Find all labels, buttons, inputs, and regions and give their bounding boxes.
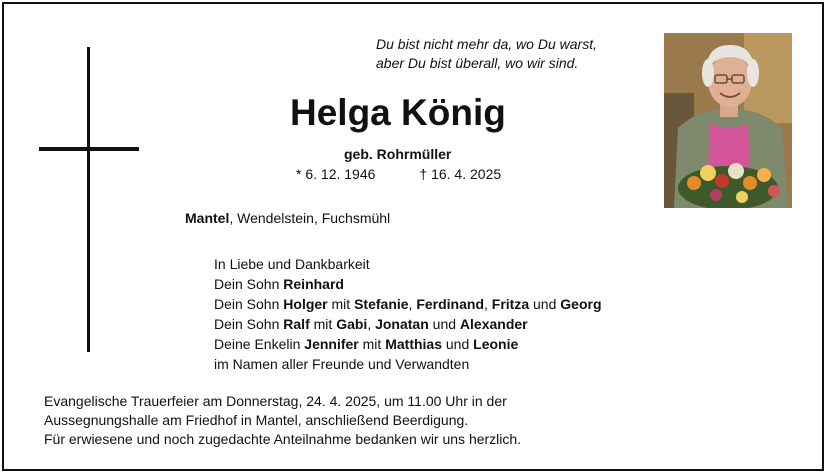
footer-line-3: Für erwiesene und noch zugedachte Anteilnahme bedanken wir uns herzlich. — [44, 431, 522, 447]
quote-line-2: aber Du bist überall, wo wir sind. — [376, 55, 579, 71]
birth-date: * 6. 12. 1946 — [296, 166, 376, 182]
text-segment: , — [367, 316, 376, 332]
place-main: Mantel — [185, 210, 230, 226]
family-member-name: Jonatan — [375, 316, 429, 332]
family-member-name: Stefanie — [354, 296, 409, 312]
text-segment: Dein Sohn — [214, 316, 284, 332]
cross-icon-vertical — [87, 47, 90, 352]
family-member-name: Ralf — [283, 316, 310, 332]
family-member-name: Holger — [283, 296, 328, 312]
life-dates — [296, 166, 501, 182]
quote-line-1: Du bist nicht mehr da, wo Du warst, — [376, 36, 597, 52]
family-member-name: Ferdinand — [416, 296, 484, 312]
birth-name: geb. Rohrmüller — [344, 146, 452, 162]
text-segment: und — [428, 316, 460, 332]
family-member-name: Leonie — [473, 336, 519, 352]
family-member-name: Fritza — [491, 296, 530, 312]
text-segment: Dein Sohn — [214, 296, 284, 312]
family-member-name: Alexander — [459, 316, 528, 332]
family-line-4 — [214, 314, 602, 334]
portrait-photo — [664, 33, 792, 208]
family-line-6: im Namen aller Freunde und Verwandten — [214, 356, 470, 372]
portrait-illustration — [664, 33, 792, 208]
text-segment: , — [484, 296, 492, 312]
text-segment: mit — [309, 316, 337, 332]
death-date: † 16. 4. 2025 — [419, 166, 502, 182]
text-segment: und — [529, 296, 561, 312]
deceased-name: Helga König — [290, 92, 506, 133]
family-line-3 — [214, 294, 602, 314]
family-member-name: Matthias — [385, 336, 442, 352]
family-line-2 — [214, 274, 602, 294]
family-member-name: Reinhard — [283, 276, 344, 292]
family-line-1: In Liebe und Dankbarkeit — [214, 256, 370, 272]
text-segment: , — [408, 296, 417, 312]
text-segment: und — [442, 336, 474, 352]
places-line — [185, 210, 390, 226]
cross-icon-horizontal — [39, 147, 139, 151]
text-segment: Deine Enkelin — [214, 336, 305, 352]
funeral-info — [44, 392, 521, 449]
family-member-name: Georg — [560, 296, 602, 312]
family-list — [214, 254, 602, 374]
family-line-5 — [214, 334, 602, 354]
family-member-name: Gabi — [336, 316, 368, 332]
text-segment: Dein Sohn — [214, 276, 284, 292]
footer-line-1: Evangelische Trauerfeier am Donnerstag, 24. 4. 2025, um 11.00 Uhr in der — [44, 393, 507, 409]
place-rest: , Wendelstein, Fuchsmühl — [229, 210, 391, 226]
footer-line-2: Aussegnungshalle am Friedhof in Mantel, anschließend Beerdigung. — [44, 412, 469, 428]
text-segment: mit — [327, 296, 355, 312]
family-member-name: Jennifer — [304, 336, 359, 352]
memorial-quote — [376, 35, 597, 73]
text-segment: mit — [358, 336, 386, 352]
